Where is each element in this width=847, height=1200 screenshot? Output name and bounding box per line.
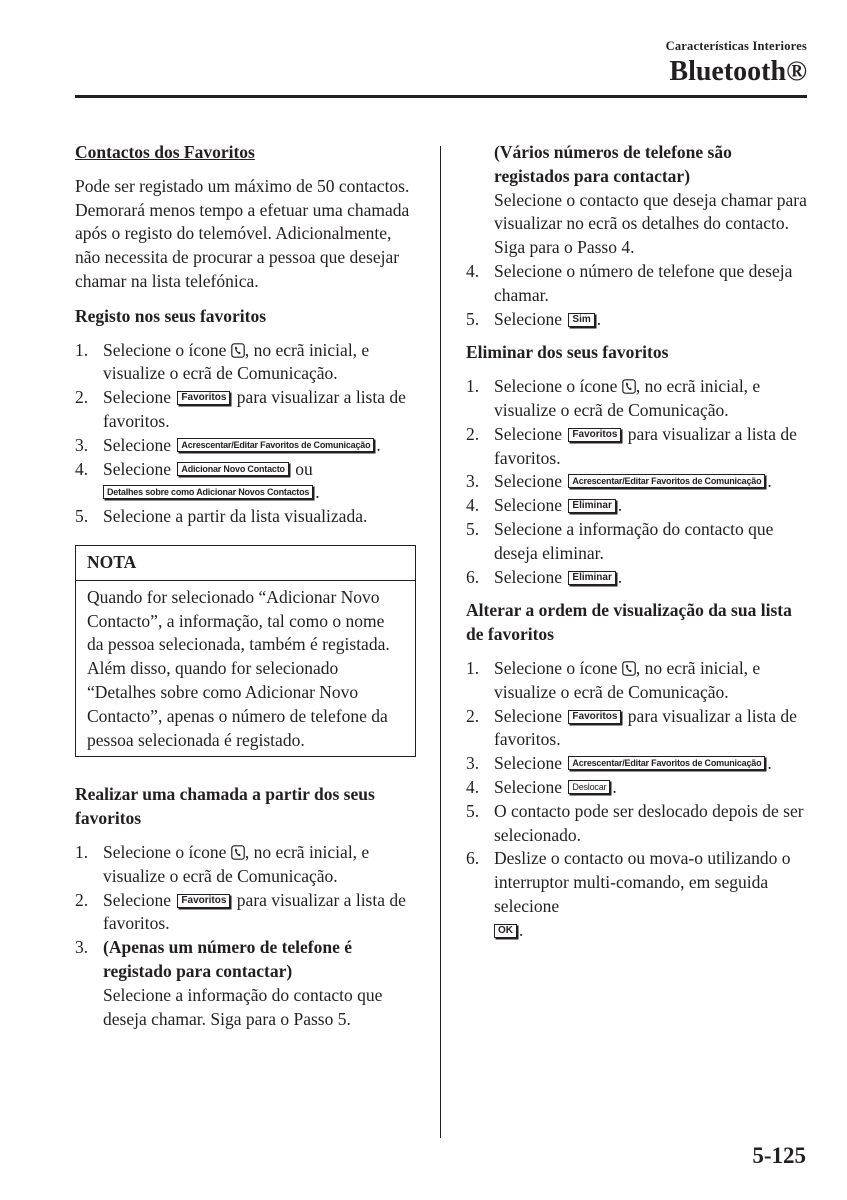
phone-icon	[622, 379, 636, 394]
step-text: O contacto pode ser deslocado depois de ser selecionado.	[494, 800, 804, 845]
step-text: Selecione Acrescentar/Editar Favoritos de Comunicação .	[494, 471, 772, 492]
delete-step-1	[466, 375, 808, 423]
order-step-4	[466, 776, 808, 800]
step-number: 2.	[466, 705, 480, 726]
step-text: Selecione Favoritos para visualizar a lista de favoritos.	[494, 423, 797, 468]
step-number: 6.	[466, 848, 480, 869]
sim-button: Sim	[568, 313, 594, 327]
step-number: 4.	[75, 458, 89, 479]
step-number: 5.	[466, 308, 480, 329]
delete-step-5	[466, 518, 808, 566]
deslocar-button: Deslocar	[568, 780, 610, 794]
step-text: Selecione Favoritos para visualizar a lista de favoritos.	[494, 705, 797, 750]
step-number: 3.	[75, 434, 89, 455]
step-text: (Apenas um número de telefone é registado para contactar) Selecione a informação do contacto que deseja chamar. Siga para o Passo 5.	[103, 937, 383, 1029]
step-text: Selecione Sim .	[494, 308, 602, 329]
ok-button: OK	[494, 924, 517, 938]
call-step-2	[75, 889, 415, 937]
eliminar-button: Eliminar	[568, 499, 615, 513]
edit-favorites-button: Acrescentar/Editar Favoritos de Comunicação	[568, 756, 765, 770]
note-text: Quando for selecionado “Adicionar Novo Contacto”, a informação, tal como o nome da pessoa selecionada, também é registada. Além disso, quando for selecionado “Detalhes sobre como Adicionar Novo Contacto”, apenas o número de telefone da pessoa selecionada é registado.	[87, 586, 390, 750]
add-new-contact-button: Adicionar Novo Contacto	[177, 462, 288, 476]
step-number: 1.	[75, 841, 89, 862]
step-number: 2.	[75, 387, 89, 408]
step-number: 3.	[466, 471, 480, 492]
phone-icon	[231, 845, 245, 860]
favoritos-button: Favoritos	[568, 428, 621, 442]
step-text: Selecione Deslocar .	[494, 776, 617, 797]
delete-heading: Eliminar dos seus favoritos	[466, 342, 669, 363]
call-heading: Realizar uma chamada a partir dos seus favoritos	[75, 784, 375, 829]
delete-step-3	[466, 470, 808, 494]
step-text: Selecione Favoritos para visualizar a lista de favoritos.	[103, 889, 406, 934]
running-header-section: Características Interiores	[665, 39, 807, 53]
contact-details-button: Detalhes sobre como Adicionar Novos Contactos	[103, 485, 313, 499]
left-column	[75, 141, 415, 1031]
step-text: Selecione Eliminar .	[494, 566, 623, 587]
edit-favorites-button: Acrescentar/Editar Favoritos de Comunicação	[568, 474, 765, 488]
header-rule	[75, 95, 807, 98]
register-step-1	[75, 339, 415, 387]
phone-icon	[231, 343, 245, 358]
favorites-intro: Pode ser registado um máximo de 50 contactos. Demorará menos tempo a efetuar uma chamada após o registo do telemóvel. Adicionalmente, não necessita de procurar a pessoa que desejar chamar na lista telefónica.	[75, 175, 410, 291]
step-text: Selecione Acrescentar/Editar Favoritos de Comunicação .	[103, 434, 381, 455]
favoritos-button: Favoritos	[177, 894, 230, 908]
step-number: 4.	[466, 260, 480, 281]
step-number: 5.	[75, 506, 89, 527]
step-number: 5.	[466, 518, 480, 539]
eliminar-button: Eliminar	[568, 571, 615, 585]
right-column	[466, 141, 808, 943]
step-number: 3.	[75, 937, 89, 958]
favoritos-button: Favoritos	[177, 391, 230, 405]
favoritos-button: Favoritos	[568, 710, 621, 724]
edit-favorites-button: Acrescentar/Editar Favoritos de Comunicação	[177, 438, 374, 452]
page-number: 5-125	[752, 1143, 806, 1168]
step-number: 2.	[75, 889, 89, 910]
favorites-title: Contactos dos Favoritos	[75, 142, 255, 162]
step-text: Selecione o ícone , no ecrã inicial, e visualize o ecrã de Comunicação.	[103, 339, 370, 384]
step-text: (Vários números de telefone são registados para contactar) Selecione o contacto que deseja chamar para visualizar no ecrã os detalhes do contacto. Siga para o Passo 4.	[494, 142, 807, 258]
call-step-3	[75, 936, 415, 1031]
step-text: Selecione o ícone , no ecrã inicial, e visualize o ecrã de Comunicação.	[103, 841, 370, 886]
step-number: 5.	[466, 800, 480, 821]
phone-icon	[622, 661, 636, 676]
step-text: Selecione a partir da lista visualizada.	[103, 506, 368, 527]
order-step-5	[466, 800, 808, 848]
register-step-2	[75, 386, 415, 434]
call-step-1	[75, 841, 415, 889]
step-text: Deslize o contacto ou mova-o utilizando o interruptor multi-comando, em seguida selecione OK .	[494, 848, 791, 940]
step-number: 1.	[75, 339, 89, 360]
register-step-3	[75, 434, 415, 458]
register-step-5	[75, 505, 415, 529]
step-text: Selecione a informação do contacto que deseja eliminar.	[494, 518, 774, 563]
step-text: Selecione o ícone , no ecrã inicial, e visualize o ecrã de Comunicação.	[494, 657, 761, 702]
register-heading: Registo nos seus favoritos	[75, 305, 267, 326]
order-heading: Alterar a ordem de visualização da sua lista de favoritos	[466, 600, 792, 645]
order-step-2	[466, 705, 808, 753]
step-number: 2.	[466, 423, 480, 444]
single-number-condition: (Apenas um número de telefone é registado para contactar)	[103, 937, 353, 981]
column-divider	[440, 146, 441, 1138]
delete-step-6	[466, 566, 808, 590]
step-number: 1.	[466, 657, 480, 678]
order-step-1	[466, 657, 808, 705]
step-text: Selecione Favoritos para visualizar a lista de favoritos.	[103, 387, 406, 431]
step-text: Selecione Adicionar Novo Contacto ou Detalhes sobre como Adicionar Novos Contactos .	[103, 458, 320, 503]
step-number: 6.	[466, 566, 480, 587]
step-number: 1.	[466, 376, 480, 397]
running-header-title: Bluetooth®	[669, 56, 807, 87]
step-number: 4.	[466, 776, 480, 797]
delete-step-4	[466, 494, 808, 518]
note-box	[75, 545, 416, 757]
delete-step-2	[466, 423, 808, 471]
order-step-3	[466, 752, 808, 776]
step-text: Selecione Eliminar .	[494, 495, 623, 516]
register-step-4	[75, 458, 415, 506]
order-step-6	[466, 847, 808, 942]
step-text: Selecione o número de telefone que deseja chamar.	[494, 260, 793, 305]
step-number: 3.	[466, 753, 480, 774]
call-step-5	[466, 308, 808, 332]
multi-number-condition: (Vários números de telefone são registados para contactar)	[494, 142, 732, 186]
call-step-3-multi	[466, 141, 808, 260]
step-number: 4.	[466, 495, 480, 516]
step-text: Selecione o ícone , no ecrã inicial, e visualize o ecrã de Comunicação.	[494, 376, 761, 420]
step-text: Selecione Acrescentar/Editar Favoritos de Comunicação .	[494, 753, 772, 774]
note-title: NOTA	[76, 546, 415, 581]
call-step-4	[466, 260, 808, 308]
